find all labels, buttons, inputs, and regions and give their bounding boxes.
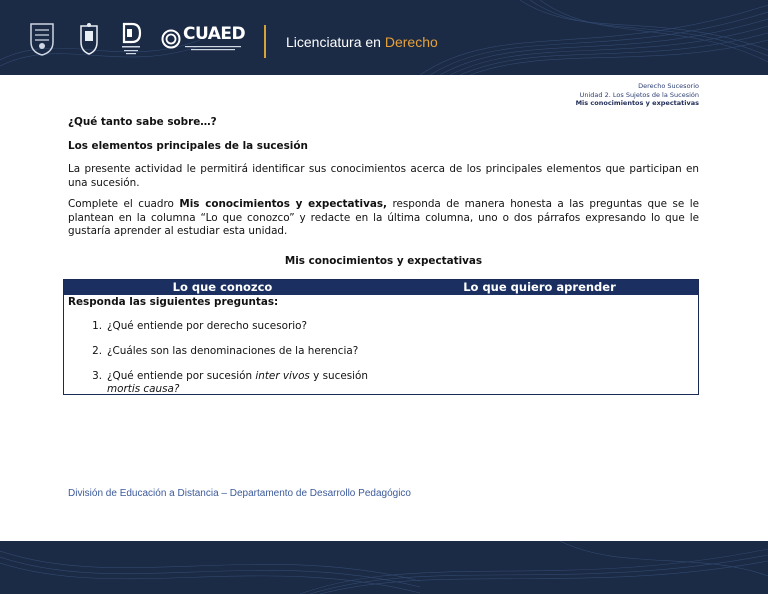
question-text-italic: inter vivos [255,370,310,382]
question-number: 3. [92,370,102,382]
question-text-italic: mortis causa? [107,383,180,395]
section-heading: Los elementos principales de la sucesión [68,139,308,152]
column-header-learn: Lo que quiero aprender [463,280,616,294]
question-text: ¿Qué entiende por derecho sucesorio? [107,320,307,332]
cuaed-logo-text: CUAED [183,24,246,44]
question-item [84,320,384,333]
table-header-row [64,280,698,295]
question-number: 1. [92,320,102,332]
header-banner [0,0,768,75]
program-title [286,34,438,50]
question-text [107,370,382,396]
banner-divider [264,25,266,58]
question-text-part: y sucesión [309,370,368,382]
intro-paragraph: La presente actividad le permitirá identificar sus conocimientos acerca de los principales elementos que participan en una sucesión. [68,163,699,189]
question-text-part: ¿Qué entiende por sucesión [107,370,256,382]
document-body [68,116,699,247]
instructions-bold: Mis conocimientos y expectativas, [179,198,387,210]
faculty-shield-logo [79,22,99,56]
question-heading: ¿Qué tanto sabe sobre…? [68,116,217,128]
footer-banner [0,541,768,594]
unit-name: Unidad 2. Los Sujetos de la Sucesión [579,90,699,99]
question-number: 2. [92,345,102,357]
cuaed-logo [161,22,246,56]
table-title: Mis conocimientos y expectativas [284,255,483,267]
education-logo [120,22,142,56]
expectations-table [63,279,699,395]
footer-wave-pattern [0,541,768,594]
instructions-paragraph [68,198,699,239]
course-name: Derecho Sucesorio [638,82,699,90]
instructions-start: Complete el cuadro [68,198,180,210]
question-item [84,345,384,358]
activity-name: Mis conocimientos y expectativas [575,99,699,107]
question-text: ¿Cuáles son las denominaciones de la herencia? [107,345,359,357]
unam-shield-logo [28,22,56,56]
program-accent: Derecho [384,34,438,50]
question-item [84,370,384,396]
cuaed-subtitle-mark [185,45,241,51]
table-lead-text: Responda las siguientes preguntas: [68,296,279,308]
footer-text: División de Educación a Distancia – Departamento de Desarrollo Pedagógico [68,488,411,499]
document-meta [576,82,699,108]
instructions-end: responda de manera honesta a las preguntas que se le plantean en la columna “Lo que conozco” y redacte en la última columna, uno o dos párrafos expresando lo que le gustaría aprender al estudiar esta unidad. [68,198,699,237]
program-prefix: Licenciatura en [286,34,385,50]
column-header-known: Lo que conozco [172,280,273,294]
cuaed-emblem-icon [161,24,181,54]
